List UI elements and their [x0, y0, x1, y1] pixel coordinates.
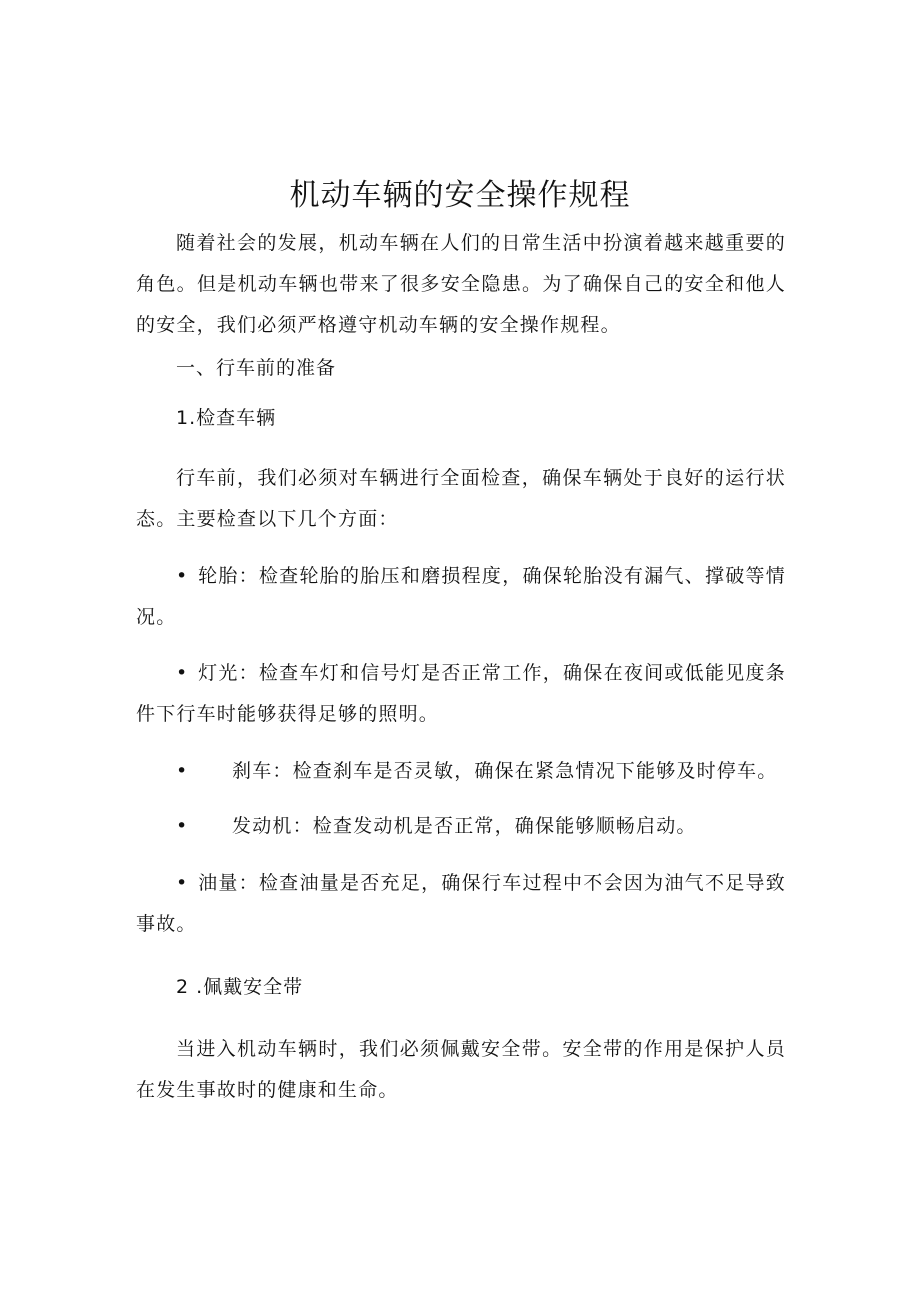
list-item-fuel	[136, 863, 786, 945]
bullet-marker: •	[176, 565, 189, 587]
list-item-engine	[136, 806, 786, 847]
bullet-marker: •	[176, 760, 189, 782]
subsection-heading-seatbelt: 2 .佩戴安全带	[176, 976, 304, 998]
bullet-marker: •	[176, 815, 189, 837]
list-item-text: 刹车：检查刹车是否灵敏，确保在紧急情况下能够及时停车。	[232, 760, 778, 782]
bullet-marker: •	[176, 662, 189, 684]
list-item-text: 灯光：检查车灯和信号灯是否正常工作，确保在夜间或低能见度条件下行车时能够获得足够的照明。	[136, 662, 786, 725]
document-title: 机动车辆的安全操作规程	[289, 178, 631, 213]
section-heading: 一、行车前的准备	[176, 357, 337, 379]
list-item-text: 油量：检查油量是否充足，确保行车过程中不会因为油气不足导致事故。	[136, 872, 786, 935]
list-item-tires	[136, 556, 786, 638]
list-item-lights	[136, 653, 786, 735]
list-item-brakes	[136, 751, 786, 792]
intro-paragraph: 随着社会的发展，机动车辆在人们的日常生活中扮演着越来越重要的角色。但是机动车辆也带来了很多安全隐患。为了确保自己的安全和他人的安全，我们必须严格遵守机动车辆的安全操作规程。	[136, 232, 786, 336]
seatbelt-paragraph: 当进入机动车辆时，我们必须佩戴安全带。安全带的作用是保护人员在发生事故时的健康和生命。	[136, 1038, 786, 1101]
list-item-text: 发动机：检查发动机是否正常，确保能够顺畅启动。	[232, 815, 697, 837]
list-item-text: 轮胎：检查轮胎的胎压和磨损程度，确保轮胎没有漏气、撑破等情况。	[136, 565, 786, 628]
bullet-marker: •	[176, 872, 189, 894]
subsection-heading-check-vehicle: 1.检查车辆	[176, 407, 277, 429]
check-vehicle-paragraph: 行车前，我们必须对车辆进行全面检查，确保车辆处于良好的运行状态。主要检查以下几个方面：	[136, 467, 786, 530]
